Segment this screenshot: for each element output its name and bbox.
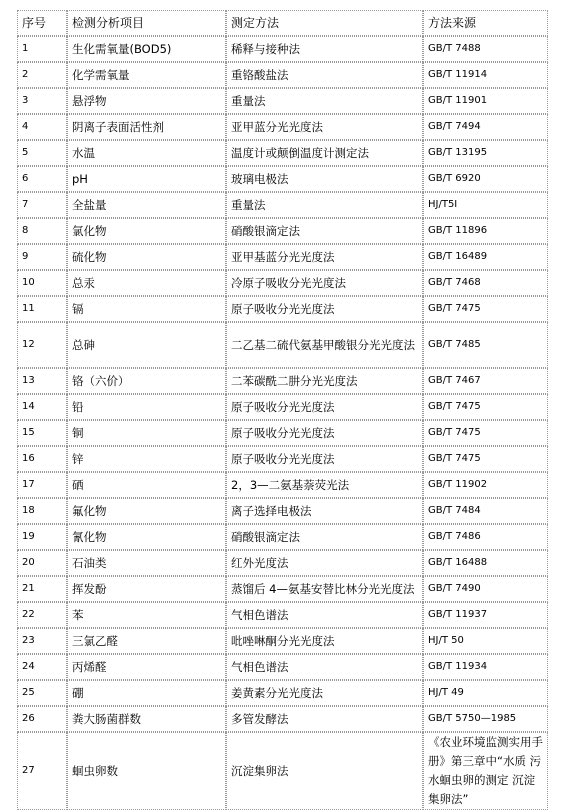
- table-row: [17, 192, 548, 218]
- table-row: [17, 420, 548, 446]
- cell-no: 2: [17, 62, 67, 88]
- table-row: [17, 62, 548, 88]
- cell-source: GB/T 11901: [423, 88, 548, 114]
- cell-item: 氯化物: [67, 218, 226, 244]
- cell-method: 二乙基二硫代氨基甲酸银分光光度法: [226, 322, 423, 368]
- cell-item: 氟化物: [67, 498, 226, 524]
- cell-item: 水温: [67, 140, 226, 166]
- table-row: [17, 36, 548, 62]
- table-row: [17, 628, 548, 654]
- table-row: [17, 140, 548, 166]
- cell-item: 石油类: [67, 550, 226, 576]
- cell-source: GB/T 6920: [423, 166, 548, 192]
- table-row: [17, 446, 548, 472]
- cell-source: GB/T 7484: [423, 498, 548, 524]
- cell-item: 硼: [67, 680, 226, 706]
- table-row: [17, 88, 548, 114]
- cell-no: 26: [17, 706, 67, 732]
- cell-no: 4: [17, 114, 67, 140]
- cell-source: GB/T 11937: [423, 602, 548, 628]
- table-row: [17, 368, 548, 394]
- cell-no: 24: [17, 654, 67, 680]
- cell-method: 原子吸收分光光度法: [226, 420, 423, 446]
- header-no: 序号: [17, 10, 67, 36]
- cell-item: 丙烯醛: [67, 654, 226, 680]
- header-item: 检测分析项目: [67, 10, 226, 36]
- table-row: [17, 498, 548, 524]
- table-row: [17, 706, 548, 732]
- cell-no: 10: [17, 270, 67, 296]
- cell-method: 温度计或颠倒温度计测定法: [226, 140, 423, 166]
- cell-method: 硝酸银滴定法: [226, 524, 423, 550]
- cell-source: HJ/T 49: [423, 680, 548, 706]
- table-row: [17, 322, 548, 368]
- cell-no: 21: [17, 576, 67, 602]
- cell-no: 1: [17, 36, 67, 62]
- cell-no: 5: [17, 140, 67, 166]
- cell-no: 3: [17, 88, 67, 114]
- cell-item: 氰化物: [67, 524, 226, 550]
- cell-item: 铬（六价）: [67, 368, 226, 394]
- cell-method: 蒸馏后 4—氨基安替比林分光光度法: [226, 576, 423, 602]
- cell-source: GB/T 11914: [423, 62, 548, 88]
- cell-item: 生化需氧量(BOD5): [67, 36, 226, 62]
- header-method: 测定方法: [226, 10, 423, 36]
- cell-method: 原子吸收分光光度法: [226, 394, 423, 420]
- cell-item: 粪大肠菌群数: [67, 706, 226, 732]
- table-row: [17, 270, 548, 296]
- cell-no: 11: [17, 296, 67, 322]
- table-row: [17, 166, 548, 192]
- cell-source: HJ/T 50: [423, 628, 548, 654]
- cell-item: 挥发酚: [67, 576, 226, 602]
- cell-no: 13: [17, 368, 67, 394]
- cell-method: 多管发酵法: [226, 706, 423, 732]
- table-row: [17, 394, 548, 420]
- cell-method: 硝酸银滴定法: [226, 218, 423, 244]
- cell-method: 重量法: [226, 88, 423, 114]
- cell-method: 原子吸收分光光度法: [226, 446, 423, 472]
- table-header-row: [17, 10, 548, 36]
- cell-source: GB/T 11934: [423, 654, 548, 680]
- cell-no: 23: [17, 628, 67, 654]
- cell-method: 2，3—二氨基萘荧光法: [226, 472, 423, 498]
- cell-source: GB/T 7494: [423, 114, 548, 140]
- table-row: [17, 244, 548, 270]
- table-row: [17, 218, 548, 244]
- cell-method: 离子选择电极法: [226, 498, 423, 524]
- table-row: [17, 576, 548, 602]
- cell-item: 硒: [67, 472, 226, 498]
- cell-no: 19: [17, 524, 67, 550]
- cell-item: 总砷: [67, 322, 226, 368]
- table-row: [17, 472, 548, 498]
- cell-source: 《农业环境监测实用手册》第三章中“水质 污水蛔虫卵的测定 沉淀集卵法”: [423, 732, 548, 810]
- cell-method: 红外光度法: [226, 550, 423, 576]
- cell-method: 稀释与接种法: [226, 36, 423, 62]
- cell-method: 气相色谱法: [226, 654, 423, 680]
- cell-source: GB/T 7475: [423, 446, 548, 472]
- cell-no: 6: [17, 166, 67, 192]
- cell-method: 亚甲基蓝分光光度法: [226, 244, 423, 270]
- cell-method: 重量法: [226, 192, 423, 218]
- cell-source: GB/T 16489: [423, 244, 548, 270]
- cell-source: GB/T 7475: [423, 394, 548, 420]
- cell-no: 22: [17, 602, 67, 628]
- cell-item: pH: [67, 166, 226, 192]
- cell-source: GB/T 7486: [423, 524, 548, 550]
- cell-source: GB/T 7467: [423, 368, 548, 394]
- cell-source: GB/T 7475: [423, 420, 548, 446]
- table-row: [17, 680, 548, 706]
- cell-source: GB/T 7475: [423, 296, 548, 322]
- cell-source: GB/T 7468: [423, 270, 548, 296]
- cell-no: 25: [17, 680, 67, 706]
- cell-item: 全盐量: [67, 192, 226, 218]
- cell-source: GB/T 7488: [423, 36, 548, 62]
- cell-method: 气相色谱法: [226, 602, 423, 628]
- cell-no: 18: [17, 498, 67, 524]
- cell-item: 总汞: [67, 270, 226, 296]
- cell-source: GB/T 11902: [423, 472, 548, 498]
- cell-item: 悬浮物: [67, 88, 226, 114]
- cell-method: 冷原子吸收分光光度法: [226, 270, 423, 296]
- cell-method: 二苯碳酰二肼分光光度法: [226, 368, 423, 394]
- cell-source: HJ/T5I: [423, 192, 548, 218]
- cell-source: GB/T 16488: [423, 550, 548, 576]
- cell-no: 8: [17, 218, 67, 244]
- cell-item: 锌: [67, 446, 226, 472]
- cell-method: 原子吸收分光光度法: [226, 296, 423, 322]
- cell-source: GB/T 11896: [423, 218, 548, 244]
- cell-item: 铅: [67, 394, 226, 420]
- table-row: [17, 732, 548, 810]
- cell-method: 沉淀集卵法: [226, 732, 423, 810]
- cell-item: 镉: [67, 296, 226, 322]
- cell-item: 三氯乙醛: [67, 628, 226, 654]
- table-row: [17, 550, 548, 576]
- table-row: [17, 114, 548, 140]
- table-row: [17, 524, 548, 550]
- table-row: [17, 654, 548, 680]
- table-row: [17, 602, 548, 628]
- cell-method: 亚甲蓝分光光度法: [226, 114, 423, 140]
- header-source: 方法来源: [423, 10, 548, 36]
- cell-method: 吡唑啉酮分光光度法: [226, 628, 423, 654]
- cell-no: 16: [17, 446, 67, 472]
- cell-no: 14: [17, 394, 67, 420]
- cell-no: 9: [17, 244, 67, 270]
- cell-no: 15: [17, 420, 67, 446]
- cell-method: 重铬酸盐法: [226, 62, 423, 88]
- cell-source: GB/T 7485: [423, 322, 548, 368]
- cell-source: GB/T 13195: [423, 140, 548, 166]
- cell-item: 蛔虫卵数: [67, 732, 226, 810]
- cell-source: GB/T 7490: [423, 576, 548, 602]
- cell-item: 硫化物: [67, 244, 226, 270]
- cell-item: 苯: [67, 602, 226, 628]
- document-body: [17, 10, 548, 810]
- cell-no: 20: [17, 550, 67, 576]
- cell-item: 化学需氧量: [67, 62, 226, 88]
- monitoring-methods-table: [17, 10, 548, 810]
- table-row: [17, 296, 548, 322]
- cell-no: 12: [17, 322, 67, 368]
- cell-no: 27: [17, 732, 67, 810]
- cell-method: 姜黄素分光光度法: [226, 680, 423, 706]
- cell-no: 17: [17, 472, 67, 498]
- cell-method: 玻璃电极法: [226, 166, 423, 192]
- cell-no: 7: [17, 192, 67, 218]
- cell-item: 铜: [67, 420, 226, 446]
- cell-item: 阴离子表面活性剂: [67, 114, 226, 140]
- cell-source: GB/T 5750—1985: [423, 706, 548, 732]
